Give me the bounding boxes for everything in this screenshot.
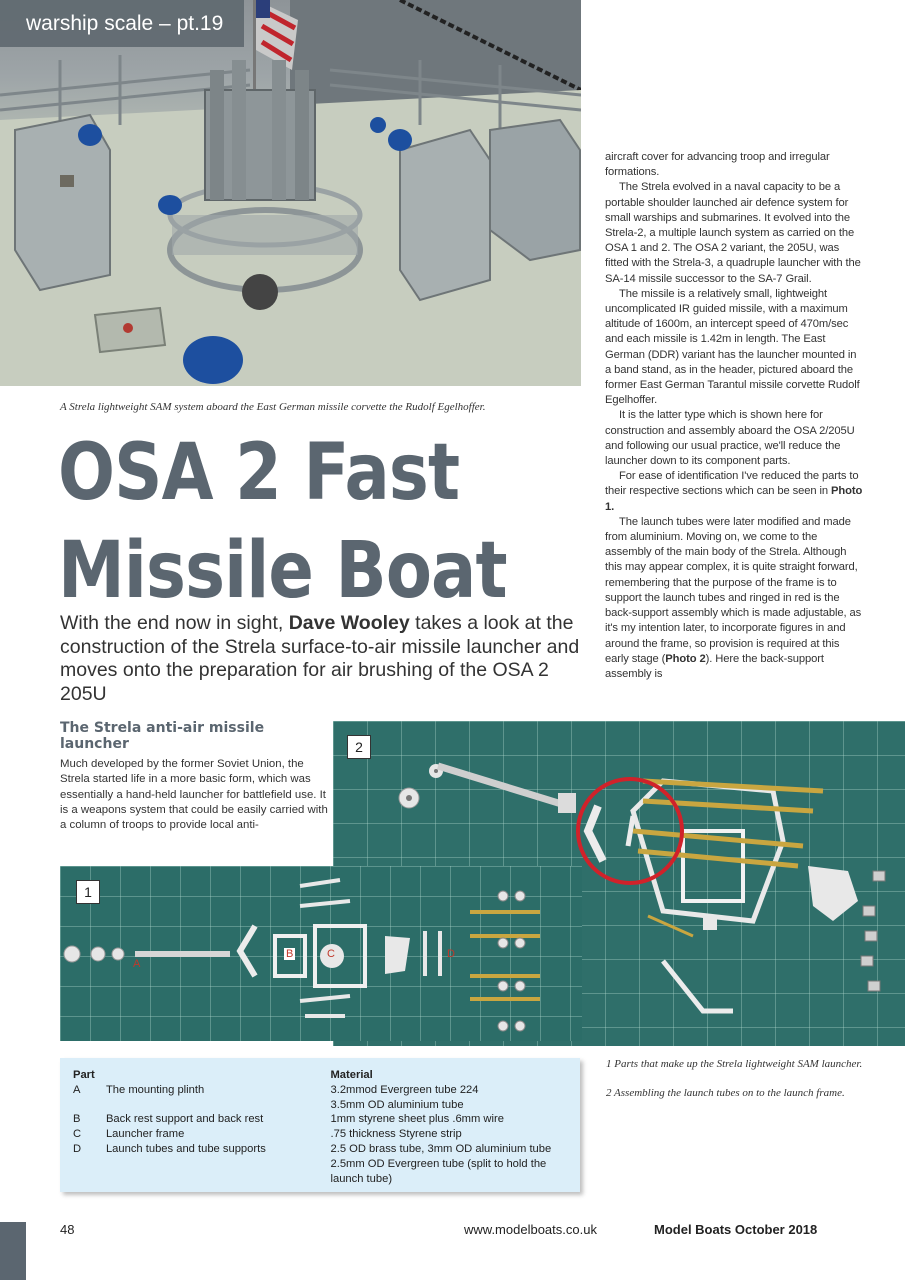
paragraph-text: ). Here the back-support assembly is xyxy=(605,652,824,680)
photo-1-number: 1 xyxy=(76,880,100,904)
paragraph-text: The launch tubes were later modified and made from aluminium. Moving on, we come to the assembly of the main body of the Strela. Although this may appear complex, it is quite straight forward, remembering that the purpose of the frame is to support the launch tubes and ringed in red is the back-support assembly which is made adjustable, as it's my intention later, to incorporate figures in and around the frame, so provision is required at this early stage ( xyxy=(605,515,862,665)
photo-2-number: 2 xyxy=(347,735,371,759)
article-title xyxy=(58,424,522,620)
caption-photo-2: 2 Assembling the launch tubes on to the launch frame. xyxy=(606,1087,845,1099)
title-line-1: OSA 2 Fast xyxy=(58,428,460,518)
part-label-a: A xyxy=(133,958,141,970)
paragraph: The missile is a relatively small, lightweight uncomplicated IR guided missile, with a maximum altitude of 1600m, an intercept speed of 470m/sec and each missile is 1.42m in length. The East German (DDR) variant has the launcher mounted in a band stand, as in the header, pictured aboard the former East German Tarantul missile corvette Rudolf Egelhoffer. xyxy=(605,287,860,407)
cell-material: 1mm styrene sheet plus .6mm wire xyxy=(330,1113,504,1126)
paragraph xyxy=(605,515,863,682)
caption-photo-1: 1 Parts that make up the Strela lightweight SAM launcher. xyxy=(606,1058,863,1070)
table-row xyxy=(73,1112,580,1127)
cell-id: B xyxy=(73,1113,81,1126)
table-header-row xyxy=(73,1068,580,1083)
section-subhead: The Strela anti-air missile launcher xyxy=(60,720,265,752)
hero-illustration xyxy=(0,0,581,386)
table-row xyxy=(73,1142,580,1157)
part-label-c: C xyxy=(327,948,335,960)
table-row xyxy=(73,1127,580,1142)
cell-part: The mounting plinth xyxy=(105,1083,205,1096)
standfirst xyxy=(60,612,585,706)
footer-url: www.modelboats.co.uk xyxy=(464,1222,597,1237)
photo-captions xyxy=(606,1057,886,1115)
part-label-b: B xyxy=(286,948,294,960)
header-material: Material xyxy=(330,1069,373,1081)
cell-part xyxy=(106,1098,331,1113)
hero-caption: A Strela lightweight SAM system aboard the East German missile corvette the Rudolf Egelhoffer. xyxy=(60,401,486,413)
cell-material: .75 thickness Styrene strip xyxy=(330,1128,462,1141)
paragraph: aircraft cover for advancing troop and irregular formations. xyxy=(605,151,830,179)
cell-material: 2.5mm OD Evergreen tube (split to hold the launch tube) xyxy=(330,1157,547,1185)
footer-magazine: Model Boats October 2018 xyxy=(654,1222,818,1237)
body-text-left: Much developed by the former Soviet Union, the Strela started life in a more basic form, which was essentially a hand-held launcher for battlefield use. It is a weapons system that could be easily carried with a column of troops to provide local anti- xyxy=(60,758,328,832)
photo-1-illustration xyxy=(60,866,582,1041)
hero-photo xyxy=(0,0,581,386)
cell-id: A xyxy=(73,1083,81,1096)
cell-material: 3.2mmod Evergreen tube 224 xyxy=(330,1083,479,1096)
paragraph-text: For ease of identification I've reduced the parts to their respective sections which can be seen in xyxy=(605,470,859,498)
table-row xyxy=(73,1157,580,1187)
cell-material: 2.5 OD brass tube, 3mm OD aluminium tube xyxy=(330,1142,552,1155)
cell-id: C xyxy=(73,1128,82,1141)
parts-table xyxy=(73,1068,580,1186)
body-text-right xyxy=(605,150,863,682)
photo-1 xyxy=(60,866,582,1041)
part-label-d: D xyxy=(447,948,455,960)
photo-reference: Photo 1. xyxy=(605,485,863,513)
paragraph: The Strela evolved in a naval capacity to be a portable shoulder launched air defence system for small warships and submarines. It evolved into the Strela-2, a multiple launch system as carried on the OSA 1 and 2. The OSA 2 variant, the 205U, was fitted with the Strela-3, a quadruple launcher with the SA-14 missile successor to the SA-7 Grail. xyxy=(605,181,861,285)
table-row xyxy=(73,1098,580,1113)
standfirst-rest: takes a look at the construction of the Strela surface-to-air missile launcher and moves onto the preparation for air brushing of the OSA 2 205U xyxy=(60,612,580,705)
author-name: Dave Wooley xyxy=(288,612,410,634)
footer-accent-bar xyxy=(0,1222,26,1280)
title-line-2: Missile Boat xyxy=(58,526,507,616)
cell-part xyxy=(106,1157,331,1187)
cell-material: 3.5mm OD aluminium tube xyxy=(330,1098,464,1111)
cell-part: Launch tubes and tube supports xyxy=(105,1142,266,1155)
page-number: 48 xyxy=(60,1222,75,1237)
cell-id xyxy=(73,1157,106,1187)
cell-id: D xyxy=(73,1142,82,1155)
paragraph: It is the latter type which is shown here for construction and assembly aboard the OSA 2/205U and following our usual practice, we'll reduce the launcher down to its component parts. xyxy=(605,409,855,468)
header-part: Part xyxy=(73,1069,95,1081)
table-row xyxy=(73,1083,580,1098)
cell-id xyxy=(73,1098,106,1113)
section-tag: warship scale – pt.19 xyxy=(0,0,244,47)
cell-part: Launcher frame xyxy=(105,1128,185,1141)
paragraph xyxy=(605,469,863,515)
parts-table-panel xyxy=(60,1058,580,1192)
photo-reference: Photo 2 xyxy=(665,652,706,665)
standfirst-intro: With the end now in sight, xyxy=(60,612,289,634)
cell-part: Back rest support and back rest xyxy=(105,1113,264,1126)
